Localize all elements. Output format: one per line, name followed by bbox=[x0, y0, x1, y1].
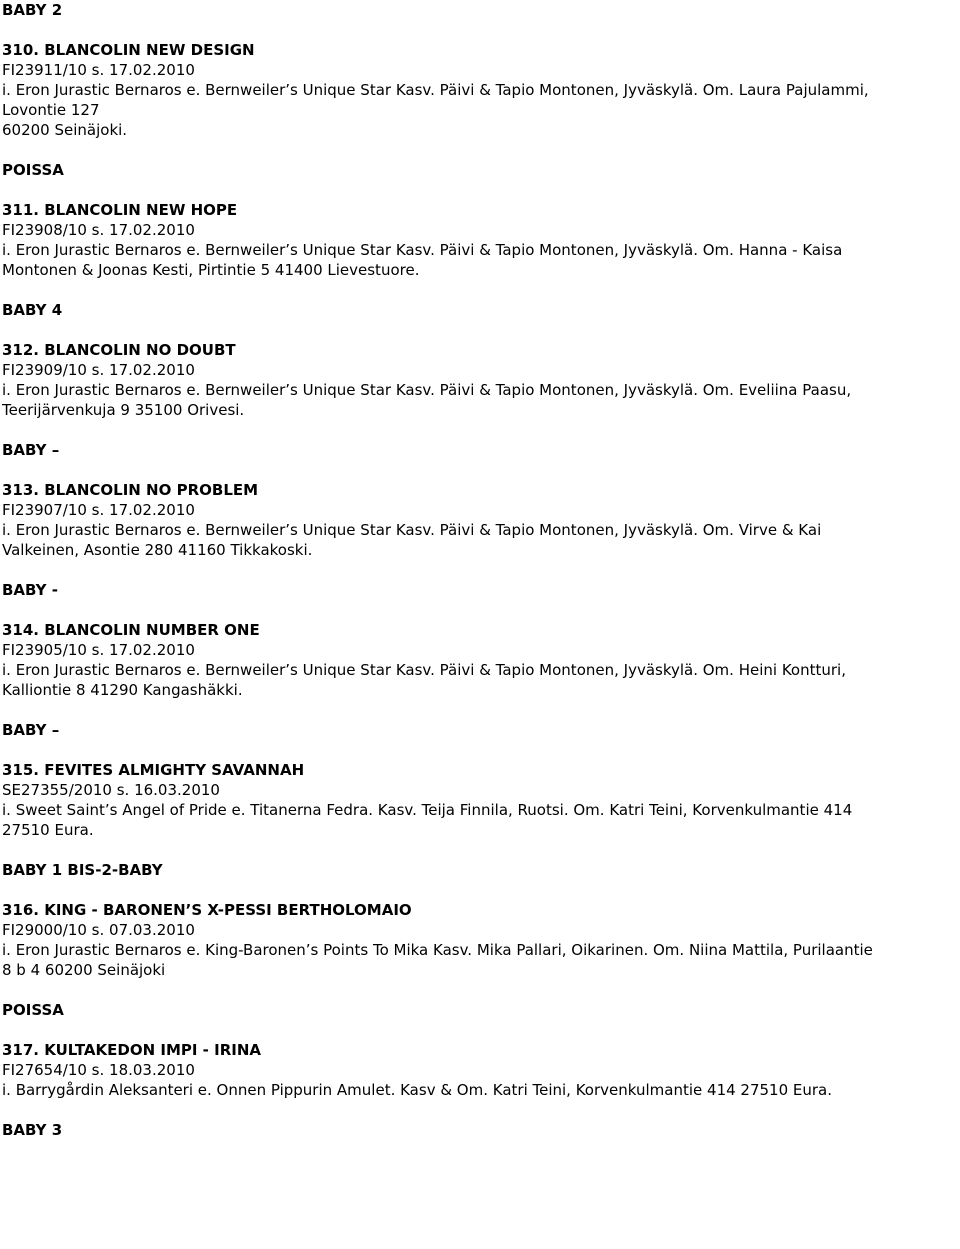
entry-310 bbox=[2, 40, 957, 180]
entry-details-line: i. Eron Jurastic Bernaros e. King-Baronen’s Points To Mika Kasv. Mika Pallari, Oikarinen. Om. Niina Mattila, Purilaantie bbox=[2, 941, 873, 959]
entry-314 bbox=[2, 620, 957, 740]
entry-details-line: i. Eron Jurastic Bernaros e. Bernweiler’s Unique Star Kasv. Päivi & Tapio Montonen, Jyväskylä. Om. Heini Kontturi, bbox=[2, 661, 846, 679]
entry-details-line: 60200 Seinäjoki. bbox=[2, 121, 128, 139]
entry-title: 317. KULTAKEDON IMPI - IRINA bbox=[2, 1041, 261, 1059]
entry-316 bbox=[2, 900, 957, 1020]
entry-311 bbox=[2, 200, 957, 320]
entry-details-line: 27510 Eura. bbox=[2, 821, 94, 839]
entry-details-line: i. Eron Jurastic Bernaros e. Bernweiler’s Unique Star Kasv. Päivi & Tapio Montonen, Jyväskylä. Om. Hanna - Kaisa bbox=[2, 241, 843, 259]
entry-title: 312. BLANCOLIN NO DOUBT bbox=[2, 341, 236, 359]
entry-details-line: i. Barrygårdin Aleksanteri e. Onnen Pippurin Amulet. Kasv & Om. Katri Teini, Korvenkulmantie 414 27510 Eura. bbox=[2, 1081, 833, 1099]
entry-details-line: i. Eron Jurastic Bernaros e. Bernweiler’s Unique Star Kasv. Päivi & Tapio Montonen, Jyväskylä. Om. Virve & Kai bbox=[2, 521, 822, 539]
entry-registration: FI23908/10 s. 17.02.2010 bbox=[2, 221, 195, 239]
entry-result: BABY – bbox=[2, 721, 60, 739]
entry-title: 315. FEVITES ALMIGHTY SAVANNAH bbox=[2, 761, 305, 779]
entry-details-line: Teerijärvenkuja 9 35100 Orivesi. bbox=[2, 401, 245, 419]
entry-details-line: i. Eron Jurastic Bernaros e. Bernweiler’s Unique Star Kasv. Päivi & Tapio Montonen, Jyväskylä. Om. Laura Pajulammi, bbox=[2, 81, 869, 99]
entry-details-line: Lovontie 127 bbox=[2, 101, 100, 119]
entry-details-line: Kalliontie 8 41290 Kangashäkki. bbox=[2, 681, 243, 699]
entry-registration: FI23907/10 s. 17.02.2010 bbox=[2, 501, 195, 519]
entry-registration: FI29000/10 s. 07.03.2010 bbox=[2, 921, 195, 939]
entry-title: 314. BLANCOLIN NUMBER ONE bbox=[2, 621, 260, 639]
entry-title: 310. BLANCOLIN NEW DESIGN bbox=[2, 41, 255, 59]
entry-315 bbox=[2, 760, 957, 880]
document-page bbox=[2, 0, 957, 1140]
entry-313 bbox=[2, 480, 957, 600]
entry-title: 313. BLANCOLIN NO PROBLEM bbox=[2, 481, 259, 499]
entry-result: POISSA bbox=[2, 1001, 64, 1019]
entry-registration: SE27355/2010 s. 16.03.2010 bbox=[2, 781, 220, 799]
entry-registration: FI23909/10 s. 17.02.2010 bbox=[2, 361, 195, 379]
entry-registration: FI23911/10 s. 17.02.2010 bbox=[2, 61, 195, 79]
entry-317 bbox=[2, 1040, 957, 1140]
entry-details-line: i. Sweet Saint’s Angel of Pride e. Titanerna Fedra. Kasv. Teija Finnila, Ruotsi. Om. Katri Teini, Korvenkulmantie 414 bbox=[2, 801, 853, 819]
entry-details-line: Valkeinen, Asontie 280 41160 Tikkakoski. bbox=[2, 541, 313, 559]
previous-entry-result: BABY 2 bbox=[2, 1, 63, 19]
entry-title: 311. BLANCOLIN NEW HOPE bbox=[2, 201, 238, 219]
entry-312 bbox=[2, 340, 957, 460]
entry-result: BABY 1 BIS-2-BABY bbox=[2, 861, 163, 879]
entry-title: 316. KING - BARONEN’S X-PESSI BERTHOLOMAIO bbox=[2, 901, 412, 919]
entry-registration: FI23905/10 s. 17.02.2010 bbox=[2, 641, 195, 659]
entry-result: BABY 3 bbox=[2, 1121, 63, 1139]
entry-details-line: 8 b 4 60200 Seinäjoki bbox=[2, 961, 166, 979]
entry-result: BABY – bbox=[2, 441, 60, 459]
entry-details-line: i. Eron Jurastic Bernaros e. Bernweiler’s Unique Star Kasv. Päivi & Tapio Montonen, Jyväskylä. Om. Eveliina Paasu, bbox=[2, 381, 852, 399]
entry-result: BABY - bbox=[2, 581, 58, 599]
entry-registration: FI27654/10 s. 18.03.2010 bbox=[2, 1061, 195, 1079]
entry-result: POISSA bbox=[2, 161, 64, 179]
entry-details-line: Montonen & Joonas Kesti, Pirtintie 5 41400 Lievestuore. bbox=[2, 261, 420, 279]
entry-result: BABY 4 bbox=[2, 301, 63, 319]
